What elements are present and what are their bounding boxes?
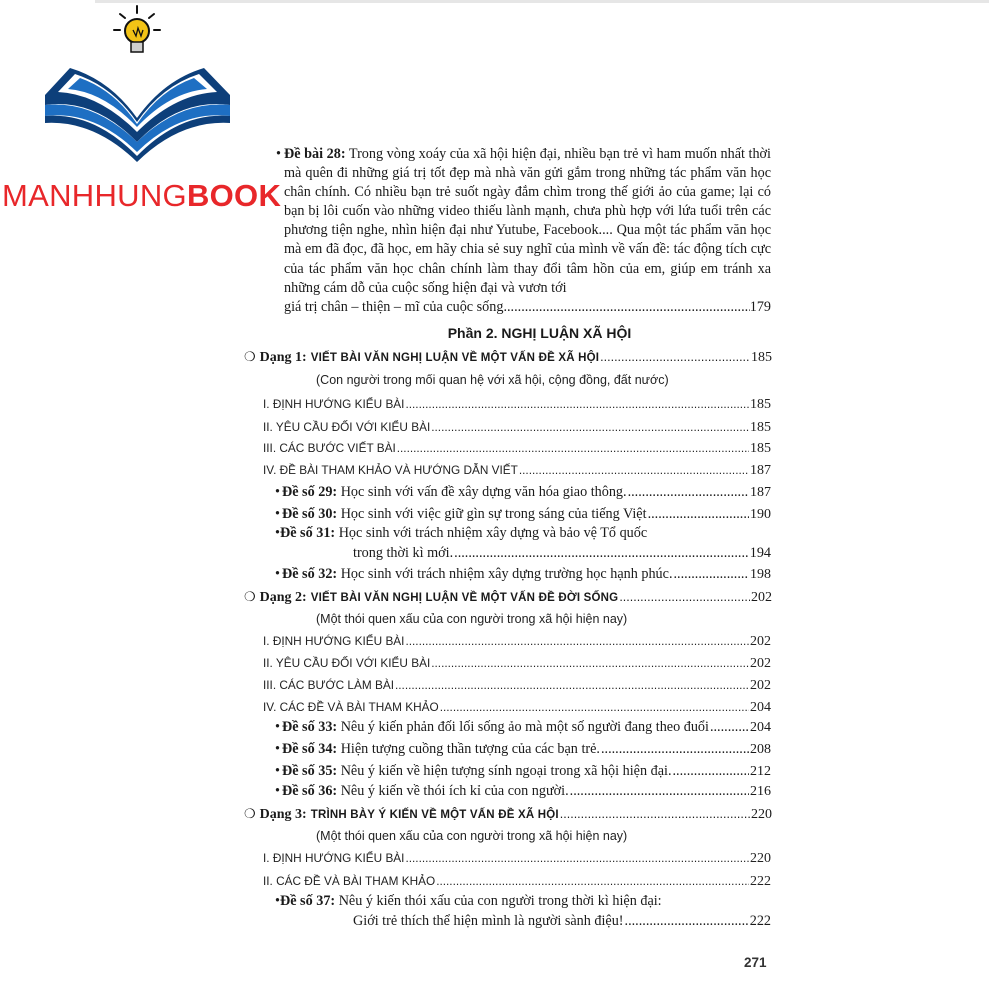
section-page: 185 xyxy=(750,420,771,435)
circle-bullet-icon: ❍ xyxy=(244,806,256,821)
section-title: II. CÁC ĐỀ VÀ BÀI THAM KHẢO xyxy=(263,874,436,888)
dot-leader xyxy=(570,783,749,800)
toc-section xyxy=(263,397,771,413)
dang1-label: Dạng 1: xyxy=(259,350,307,365)
item-page: 222 xyxy=(749,913,771,929)
dot-leader xyxy=(560,807,750,821)
dang2-subtitle: (Một thói quen xấu của con người trong xã hội hiện nay) xyxy=(316,612,628,626)
section-page: 202 xyxy=(750,678,771,693)
section-page: 187 xyxy=(750,463,771,478)
item-text: Hiện tượng cuồng thần tượng của các bạn trẻ. xyxy=(340,741,600,757)
dang1-heading xyxy=(244,349,772,366)
dot-leader xyxy=(431,420,749,434)
section-title: I. ĐỊNH HƯỚNG KIỂU BÀI xyxy=(263,634,405,648)
toc-section xyxy=(263,874,771,890)
dang1-page: 185 xyxy=(751,350,772,365)
dot-leader xyxy=(454,545,749,562)
toc-item xyxy=(275,525,647,542)
item-text: Học sinh với vấn đề xây dựng văn hóa giao thông. xyxy=(340,484,627,500)
dot-leader xyxy=(405,634,749,648)
item-label: Đề số 32: xyxy=(281,566,338,582)
item-page: 212 xyxy=(750,764,771,779)
toc-item xyxy=(275,506,771,523)
toc-item-continuation xyxy=(353,913,771,930)
dot-leader xyxy=(601,741,749,758)
section-title: III. CÁC BƯỚC LÀM BÀI xyxy=(263,678,394,692)
toc-item xyxy=(275,893,662,910)
section-page: 222 xyxy=(750,874,771,889)
logo-text-book: BOOK xyxy=(186,178,282,213)
item-text: Nêu ý kiến phản đối lối sống ảo mà một số người đang theo đuổi xyxy=(340,719,709,735)
dang3-heading xyxy=(244,806,772,823)
section-page: 185 xyxy=(750,397,771,412)
toc-section xyxy=(263,441,771,457)
item-page: 208 xyxy=(750,742,771,757)
toc-section xyxy=(263,463,771,479)
item-label: Đề số 37: xyxy=(279,893,336,909)
toc-item xyxy=(275,566,771,583)
dang2-page: 202 xyxy=(751,590,772,605)
dot-leader xyxy=(431,656,749,670)
page-number: 271 xyxy=(744,955,767,970)
dot-leader xyxy=(436,874,749,888)
toc-section xyxy=(263,420,771,436)
section-title: II. YÊU CẦU ĐỐI VỚI KIỂU BÀI xyxy=(263,656,431,670)
dang1-title: VIẾT BÀI VĂN NGHỊ LUẬN VỀ MỘT VẤN ĐỀ XÃ HỘI xyxy=(310,352,600,364)
section-page: 220 xyxy=(750,851,771,866)
dot-leader xyxy=(619,590,750,604)
circle-bullet-icon: ❍ xyxy=(244,349,256,364)
item-label: Đề số 33: xyxy=(281,719,338,735)
item-label: Đề số 36: xyxy=(281,783,338,799)
bullet-icon: • xyxy=(275,506,280,522)
dang3-label: Dạng 3: xyxy=(259,807,307,822)
dot-leader xyxy=(710,719,749,736)
intro-label: Đề bài 28: xyxy=(284,146,346,162)
item-text-cont: Giới trẻ thích thể hiện mình là người sành điệu! xyxy=(353,913,624,929)
toc-section xyxy=(263,851,771,867)
item-page: 194 xyxy=(749,545,771,561)
item-text: Học sinh với trách nhiệm xây dựng trường học hạnh phúc. xyxy=(340,566,673,582)
dot-leader xyxy=(625,913,749,930)
bullet-icon: • xyxy=(275,719,280,735)
section-title: II. YÊU CẦU ĐỐI VỚI KIỂU BÀI xyxy=(263,420,431,434)
toc-section xyxy=(263,634,771,650)
bullet-icon: • xyxy=(275,763,280,779)
dang2-title: VIẾT BÀI VĂN NGHỊ LUẬN VỀ MỘT VẤN ĐỀ ĐỜI SỐNG xyxy=(310,592,619,604)
toc-section xyxy=(263,656,771,672)
item-text-cont: trong thời kì mới. xyxy=(353,545,454,561)
toc-item xyxy=(275,783,771,800)
dang3-title: TRÌNH BÀY Ý KIẾN VỀ MỘT VẤN ĐỀ XÃ HỘI xyxy=(310,809,559,821)
item-label: Đề số 31: xyxy=(279,525,336,541)
dot-leader xyxy=(397,441,749,455)
section-title: I. ĐỊNH HƯỚNG KIỂU BÀI xyxy=(263,851,405,865)
item-label: Đề số 30: xyxy=(281,506,338,522)
item-page: 204 xyxy=(750,720,771,735)
dot-leader xyxy=(405,397,749,411)
toc-section xyxy=(263,700,771,716)
intro-last-text: giá trị chân – thiện – mĩ của cuộc sống. xyxy=(284,298,507,315)
dot-leader xyxy=(628,484,749,501)
section-title: IV. CÁC ĐỀ VÀ BÀI THAM KHẢO xyxy=(263,700,439,714)
item-label: Đề số 35: xyxy=(281,763,338,779)
item-label: Đề số 29: xyxy=(281,484,338,500)
intro-page: 179 xyxy=(749,298,771,315)
bullet-icon: • xyxy=(275,525,280,541)
dang2-label: Dạng 2: xyxy=(259,590,307,605)
item-text: Nêu ý kiến thói xấu của con người trong thời kì hiện đại: xyxy=(338,893,662,909)
intro-last-line xyxy=(284,298,771,317)
logo-text-manhhung: MANHHUNG xyxy=(2,178,187,213)
intro-item xyxy=(276,145,772,317)
dot-leader xyxy=(674,566,750,583)
item-page: 216 xyxy=(750,784,771,799)
item-label: Đề số 34: xyxy=(281,741,338,757)
part-title: Phần 2. NGHỊ LUẬN XÃ HỘI xyxy=(447,325,632,341)
toc-item xyxy=(275,719,771,736)
item-page: 190 xyxy=(750,507,771,522)
dot-leader xyxy=(519,463,749,477)
section-page: 202 xyxy=(750,634,771,649)
bullet-icon: • xyxy=(275,566,280,582)
bullet-icon: • xyxy=(275,484,280,500)
section-page: 185 xyxy=(750,441,771,456)
intro-text: Trong vòng xoáy của xã hội hiện đại, nhiều bạn trẻ vì ham muốn nhất thời mà quên đi những giá trị tốt đẹp mà nhà văn gửi gắm trong những tác phẩm văn học chân chính. Có nhiều bạn trẻ suốt ngày đắm chìm trong thế giới ảo của game; lại có bạn bị lôi cuốn vào những video thiếu lành mạnh, chưa phù hợp với lứa tuổi trên các phương tiện nghe, nhìn hiện đại như Yutube, Facebook.... Qua một tác phẩm văn học mà em đã đọc, đã học, em hãy chia sẻ suy nghĩ của mình về vấn đề: tác động tích cực của tác phẩm văn học chân chính làm thay đổi tâm hồn của em, giúp em tránh xa những cám dỗ của cuộc sống hiện đại và vươn tới xyxy=(284,146,772,296)
toc-item-continuation xyxy=(353,545,771,562)
item-text: Nêu ý kiến về hiện tượng sính ngoại trong xã hội hiện đại. xyxy=(340,763,672,779)
bullet-icon: • xyxy=(275,741,280,757)
item-page: 187 xyxy=(750,485,771,500)
dot-leader xyxy=(405,851,749,865)
section-page: 202 xyxy=(750,656,771,671)
section-page: 204 xyxy=(750,700,771,715)
toc-item xyxy=(275,484,771,501)
bullet-icon: • xyxy=(275,783,280,799)
bullet-icon: • xyxy=(276,146,281,162)
section-title: III. CÁC BƯỚC VIẾT BÀI xyxy=(263,441,396,455)
dang3-subtitle: (Một thói quen xấu của con người trong xã hội hiện nay) xyxy=(316,829,628,843)
item-page: 198 xyxy=(750,567,771,582)
toc-section xyxy=(263,678,771,694)
dot-leader xyxy=(600,350,750,364)
dot-leader xyxy=(648,506,749,523)
item-text: Học sinh với trách nhiệm xây dựng và bảo vệ Tổ quốc xyxy=(338,525,648,541)
item-text: Nêu ý kiến về thói ích kỉ của con người. xyxy=(340,783,569,799)
circle-bullet-icon: ❍ xyxy=(244,589,256,604)
dot-leader xyxy=(673,763,750,780)
item-text: Học sinh với việc giữ gìn sự trong sáng của tiếng Việt xyxy=(340,506,647,522)
dot-leader xyxy=(395,678,749,692)
toc-item xyxy=(275,763,771,780)
section-title: IV. ĐỀ BÀI THAM KHẢO VÀ HƯỚNG DẪN VIẾT xyxy=(263,463,518,477)
dang1-subtitle: (Con người trong mối quan hệ với xã hội, cộng đồng, đất nước) xyxy=(316,373,669,387)
dot-leader xyxy=(440,700,749,714)
bullet-icon: • xyxy=(275,893,280,909)
dang3-page: 220 xyxy=(751,807,772,822)
toc-item xyxy=(275,741,771,758)
dot-leader xyxy=(507,298,750,317)
section-title: I. ĐỊNH HƯỚNG KIỂU BÀI xyxy=(263,397,405,411)
dang2-heading xyxy=(244,589,772,606)
